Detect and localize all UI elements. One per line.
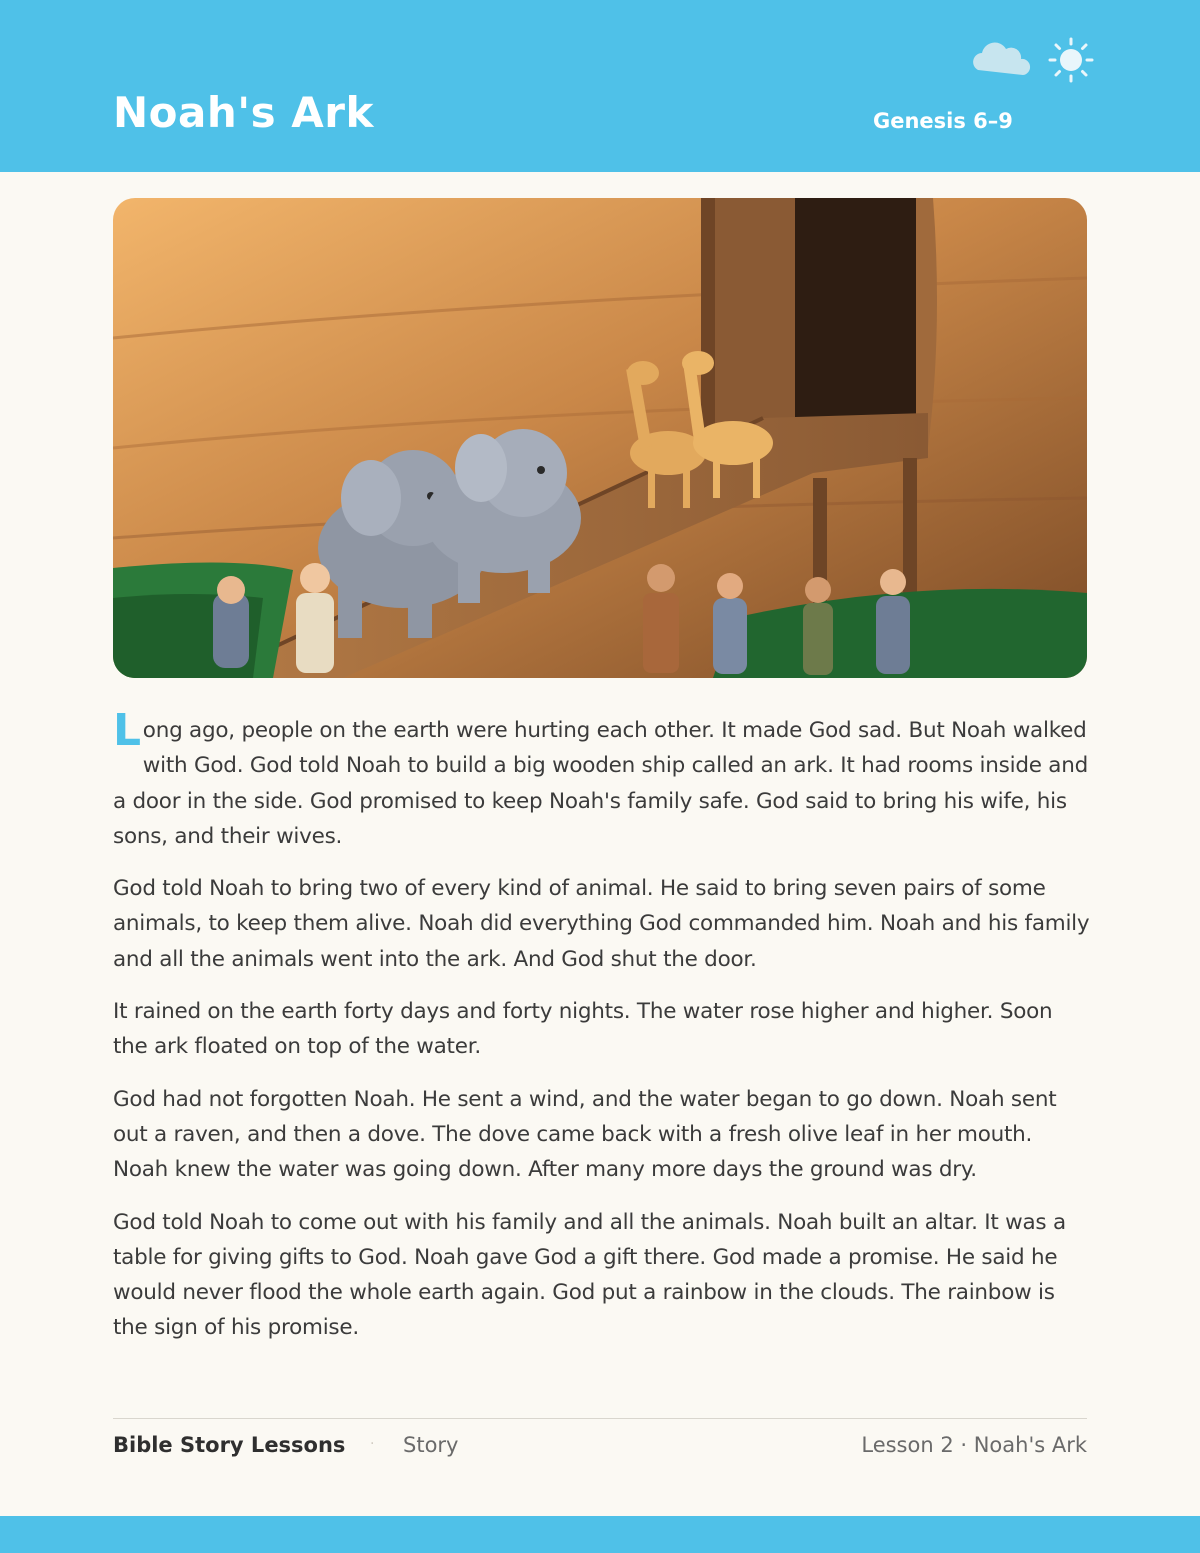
story-paragraph-3: It rained on the earth forty days and forty nights. The water rose higher and higher. Soon the ark floated on top of the water. (113, 999, 1053, 1060)
story-paragraph-1 (113, 705, 1093, 854)
footer-lesson: Lesson 2 · Noah's Ark (861, 1433, 1087, 1457)
ark-illustration (113, 198, 1087, 678)
page-title: Noah's Ark (113, 88, 374, 137)
story-body (113, 705, 1093, 1363)
footer-section: Story (403, 1433, 459, 1457)
footer-brand: Bible Story Lessons (113, 1433, 346, 1457)
footer-separator: · (370, 1436, 375, 1452)
page-header (0, 0, 1200, 172)
story-paragraph-4: God had not forgotten Noah. He sent a wind, and the water began to go down. Noah sent out a raven, and then a dove. The dove came back with a fresh olive leaf in her mouth. Noah knew the water was going down. After many more days the ground was dry. (113, 1086, 1057, 1183)
bottom-bar (0, 1516, 1200, 1553)
sun-icon (1050, 39, 1092, 81)
weather-icons (968, 36, 1108, 92)
hero-illustration (113, 198, 1087, 678)
drop-cap: L (113, 705, 141, 756)
footer-divider (113, 1418, 1087, 1419)
story-paragraph-5: God told Noah to come out with his family and all the animals. Noah built an altar. It was a table for giving gifts to God. Noah gave God a gift there. God made a promise. He said he would never flood the whole earth again. God put a rainbow in the clouds. The rainbow is the sign of his promise. (113, 1209, 1066, 1341)
cloud-icon (973, 43, 1030, 75)
paragraph-text: ong ago, people on the earth were hurting each other. It made God sad. But Noah walked with God. God told Noah to build a big wooden ship called an ark. It had rooms inside and a door in the side. God promised to keep Noah's family safe. God said to bring his wife, his sons, and their wives. (113, 718, 1088, 849)
scripture-reference: Genesis 6–9 (873, 109, 1013, 133)
story-paragraph-2: God told Noah to bring two of every kind of animal. He said to bring seven pairs of some animals, to keep them alive. Noah did everything God commanded him. Noah and his family and all the animals went into the ark. And God shut the door. (113, 876, 1090, 972)
